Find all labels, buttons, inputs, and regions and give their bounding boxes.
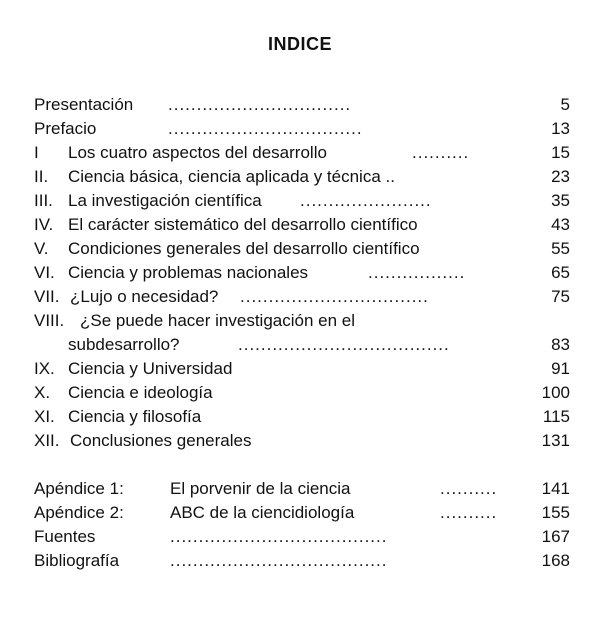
toc-entry-chapter-10[interactable] (0, 382, 600, 404)
entry-leader-dots: .......... (412, 143, 470, 162)
entry-leader-dots: ................................. (240, 287, 429, 306)
toc-entry-prefacio[interactable] (0, 118, 600, 140)
toc-entry-chapter-5[interactable] (0, 238, 600, 260)
entry-number: III. (34, 191, 53, 210)
entry-page-number: 167 (541, 527, 570, 546)
entry-label: El carácter sistemático del desarrollo científico (68, 215, 418, 234)
entry-number: IV. (34, 215, 54, 234)
entry-leader-dots: ..................................... (238, 335, 450, 354)
toc-entry-chapter-6[interactable] (0, 262, 600, 284)
entry-label: Bibliografía (34, 551, 120, 570)
entry-label: Conclusiones generales (70, 431, 252, 450)
entry-label: subdesarrollo? (68, 335, 180, 354)
toc-entry-chapter-11[interactable] (0, 406, 600, 428)
entry-page-number: 65 (551, 263, 570, 282)
entry-number: II. (34, 167, 49, 186)
entry-label: Fuentes (34, 527, 96, 546)
entry-label: Los cuatro aspectos del desarrollo (68, 143, 327, 162)
entry-leader-dots: .................................. (168, 119, 363, 138)
entry-page-number: 43 (551, 215, 570, 234)
entry-leader-dots: ...................................... (170, 527, 388, 546)
entry-label: Ciencia e ideología (68, 383, 213, 402)
toc-fuentes[interactable] (0, 526, 600, 548)
entry-label: Presentación (34, 95, 134, 114)
appendix-label: Apéndice 1: (34, 479, 124, 498)
toc-entry-chapter-4[interactable] (0, 214, 600, 236)
entry-number: IX. (34, 359, 55, 378)
entry-number: XI. (34, 407, 55, 426)
appendix-label: Apéndice 2: (34, 503, 124, 522)
entry-page-number: 35 (551, 191, 570, 210)
entry-label: Ciencia y filosofía (68, 407, 202, 426)
toc-entry-chapter-12[interactable] (0, 430, 600, 452)
entry-page-number: 83 (551, 335, 570, 354)
entry-leader-dots: .......... (440, 503, 498, 522)
toc-entry-chapter-9[interactable] (0, 358, 600, 380)
entry-page-number: 55 (551, 239, 570, 258)
entry-number: VI. (34, 263, 55, 282)
entry-number: X. (34, 383, 51, 402)
entry-number: VII. (34, 287, 60, 306)
page-title: INDICE (267, 34, 332, 54)
entry-number: V. (34, 239, 49, 258)
entry-page-number: 131 (541, 431, 570, 450)
entry-leader-dots: ...................................... (170, 551, 388, 570)
entry-label: Ciencia y problemas nacionales (68, 263, 309, 282)
entry-label: Condiciones generales del desarrollo científico (68, 239, 420, 258)
toc-entry-chapter-3[interactable] (0, 190, 600, 212)
toc-appendix-2[interactable] (0, 502, 600, 524)
entry-page-number: 75 (551, 287, 570, 306)
entry-label: La investigación científica (68, 191, 262, 210)
entry-number: XII. (34, 431, 60, 450)
toc-bibliografia[interactable] (0, 550, 600, 572)
toc-entry-chapter-1[interactable] (0, 142, 600, 164)
toc-entry-presentacion[interactable] (0, 94, 600, 116)
entry-leader-dots: ....................... (300, 191, 432, 210)
appendix-title: El porvenir de la ciencia (170, 479, 351, 498)
entry-page-number: 115 (542, 407, 570, 426)
entry-page-number: 5 (560, 95, 570, 114)
entry-leader-dots: ................................ (168, 95, 352, 114)
toc-entry-chapter-7[interactable] (0, 286, 600, 308)
entry-page-number: 141 (541, 479, 570, 498)
entry-page-number: 15 (551, 143, 570, 162)
entry-page-number: 155 (541, 503, 570, 522)
appendix-title: ABC de la ciencidiología (170, 503, 355, 522)
entry-number: VIII. (34, 311, 65, 330)
toc-entry-chapter-8-continued[interactable] (0, 334, 600, 356)
entry-page-number: 91 (551, 359, 570, 378)
entry-label: Ciencia y Universidad (68, 359, 233, 378)
entry-page-number: 23 (551, 167, 570, 186)
entry-page-number: 13 (551, 119, 570, 138)
entry-leader-dots: .......... (440, 479, 498, 498)
entry-number: I (34, 143, 39, 162)
toc-entry-chapter-2[interactable] (0, 166, 600, 188)
entry-page-number: 100 (541, 383, 570, 402)
toc-entry-chapter-8[interactable] (0, 310, 600, 332)
entry-label: ¿Lujo o necesidad? (70, 287, 219, 306)
entry-label: Ciencia básica, ciencia aplicada y técnica .. (68, 167, 395, 186)
entry-label: Prefacio (34, 119, 97, 138)
entry-page-number: 168 (541, 551, 570, 570)
entry-label: ¿Se puede hacer investigación en el (80, 311, 356, 330)
entry-leader-dots: ................. (368, 263, 466, 282)
toc-appendix-1[interactable] (0, 478, 600, 500)
